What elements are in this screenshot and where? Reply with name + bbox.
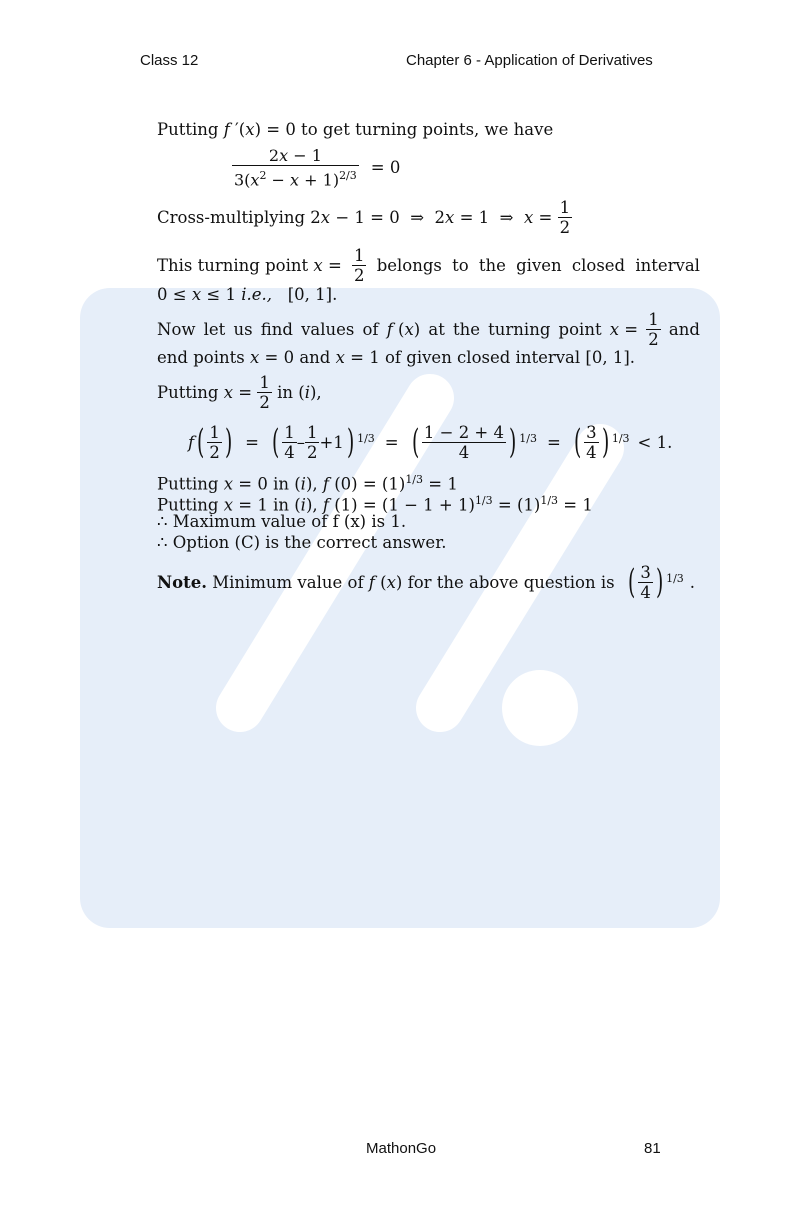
equation-turning: $\frac{2x - 1}{3(x^2 - x + 1)^{2/3}}$ = 0: [234, 146, 401, 190]
note-line: Note. Minimum value of f (x) for the above question is ( $\frac{3}{4}$ ) 1/3 .: [157, 562, 696, 602]
text-line: Putting x = 0 in (i), f $(0) = (1)^{1/3} = 1$: [157, 473, 458, 494]
text-line: ∴ Maximum value of f (x) is 1.: [157, 512, 407, 531]
text-line: This turning point x = $\frac{1}{2}$ belongs to the given closed interval: [157, 246, 700, 285]
header-class: Class 12: [140, 52, 199, 69]
text-line: end points x = 0 and x = 1 of given closed interval [0, 1].: [157, 348, 636, 367]
text-line: 0 ≤ x ≤ 1 i.e., [0, 1].: [157, 285, 338, 304]
text-line: Putting f ′(x) = 0 to get turning points, we have: [157, 120, 554, 139]
text-line: Putting x = $\frac{1}{2}$ in (i),: [157, 373, 322, 412]
equation-f-half: f ( $\frac{1}{2}$ ) = ( $\frac{1}{4}$ – $\frac{1}{2}$ +1 ) 1/3 = ( $\frac{1 - 2 + 4}{4}$ ) 1/3 = ( $\frac{3}{4}$ ) 1/3 < 1.: [188, 422, 673, 462]
page-number: 81: [644, 1140, 661, 1157]
text-line: ∴ Option (C) is the correct answer.: [157, 533, 447, 552]
header-chapter: Chapter 6 - Application of Derivatives: [406, 52, 653, 69]
footer-brand: MathonGo: [366, 1140, 437, 1157]
text-line: Now let us find values of f (x) at the turning point x = $\frac{1}{2}$ and: [157, 310, 700, 349]
text-line: Cross-multiplying 2x − 1 = 0 ⇒ 2x = 1 ⇒ x = $\frac{1}{2}$: [157, 198, 571, 237]
text-line: Putting x = 1 in (i), f $(1) = (1 - 1 + 1)^{1/3} = (1)^{1/3} = 1$: [157, 494, 593, 515]
